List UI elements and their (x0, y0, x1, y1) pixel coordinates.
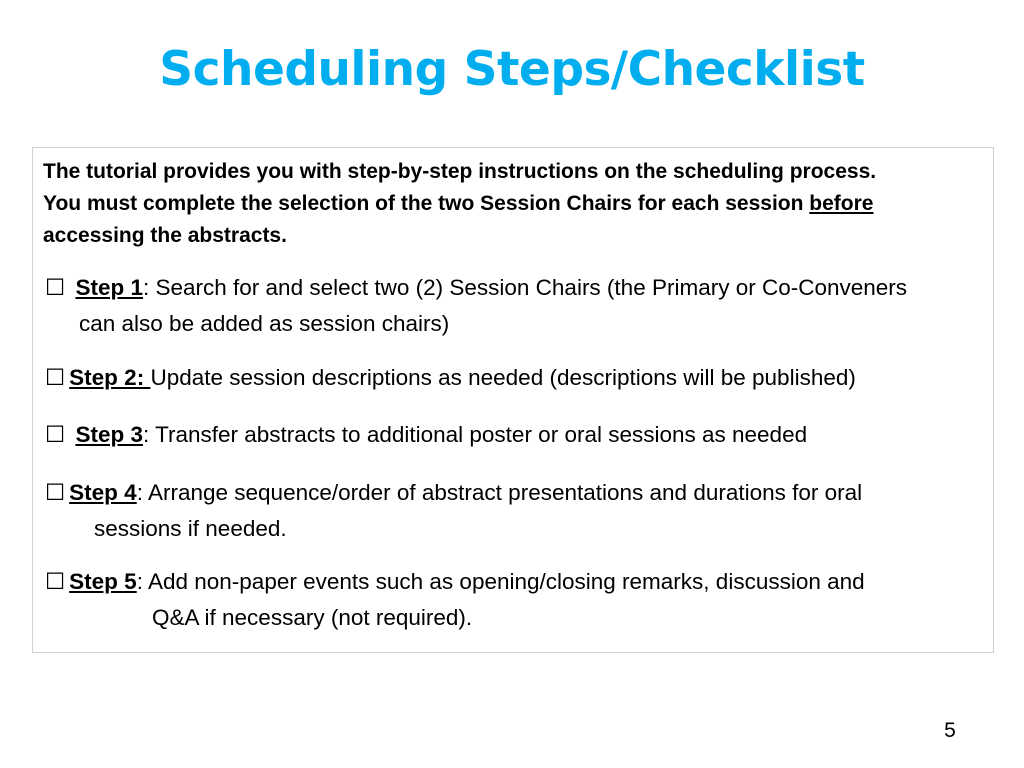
step-4-text: Arrange sequence/order of abstract presentations and durations for oral (142, 480, 863, 505)
step-4-checkbox[interactable]: ☐ (45, 480, 66, 505)
intro-paragraph (43, 156, 983, 252)
step-3-label: Step 3 (75, 422, 143, 447)
page-number: 5 (944, 719, 956, 742)
step-5-item (45, 564, 985, 636)
step-5-label: Step 5 (69, 569, 137, 594)
intro-line-1: The tutorial provides you with step-by-step instructions on the scheduling process. (43, 160, 877, 183)
step-5-checkbox[interactable]: ☐ (45, 569, 66, 594)
step-1-label: Step 1 (75, 275, 143, 300)
step-5-text: Add non-paper events such as opening/closing remarks, discussion and (142, 569, 865, 594)
step-5-continuation: Q&A if necessary (not required). (152, 605, 473, 630)
step-1-checkbox[interactable]: ☐ (45, 275, 66, 300)
step-1-text: Search for and select two (2) Session Chairs (the Primary or Co-Conveners (149, 275, 908, 300)
slide-title: Scheduling Steps/Checklist (159, 42, 865, 97)
step-3-text: Transfer abstracts to additional poster or oral sessions as needed (149, 422, 808, 447)
step-1-continuation: can also be added as session chairs) (79, 311, 450, 336)
step-4-separator: : (136, 480, 143, 505)
checklist-box (32, 147, 994, 653)
step-1-separator: : (142, 275, 150, 300)
step-1-item (45, 270, 985, 342)
step-3-separator: : (142, 422, 150, 447)
step-4-item (45, 475, 985, 547)
intro-line-3: accessing the abstracts. (43, 224, 287, 247)
step-5-separator: : (136, 569, 143, 594)
step-2-label: Step 2: (69, 365, 151, 390)
intro-line-2: You must complete the selection of the two Session Chairs for each session (43, 192, 810, 215)
step-2-checkbox[interactable]: ☐ (45, 365, 66, 390)
step-4-continuation: sessions if needed. (94, 516, 287, 541)
step-3-item (45, 417, 985, 453)
step-2-text: Update session descriptions as needed (descriptions will be published) (150, 365, 856, 390)
step-4-label: Step 4 (69, 480, 137, 505)
step-2-item (45, 360, 985, 396)
step-3-checkbox[interactable]: ☐ (45, 422, 66, 447)
intro-before-emphasis: before (809, 192, 874, 215)
